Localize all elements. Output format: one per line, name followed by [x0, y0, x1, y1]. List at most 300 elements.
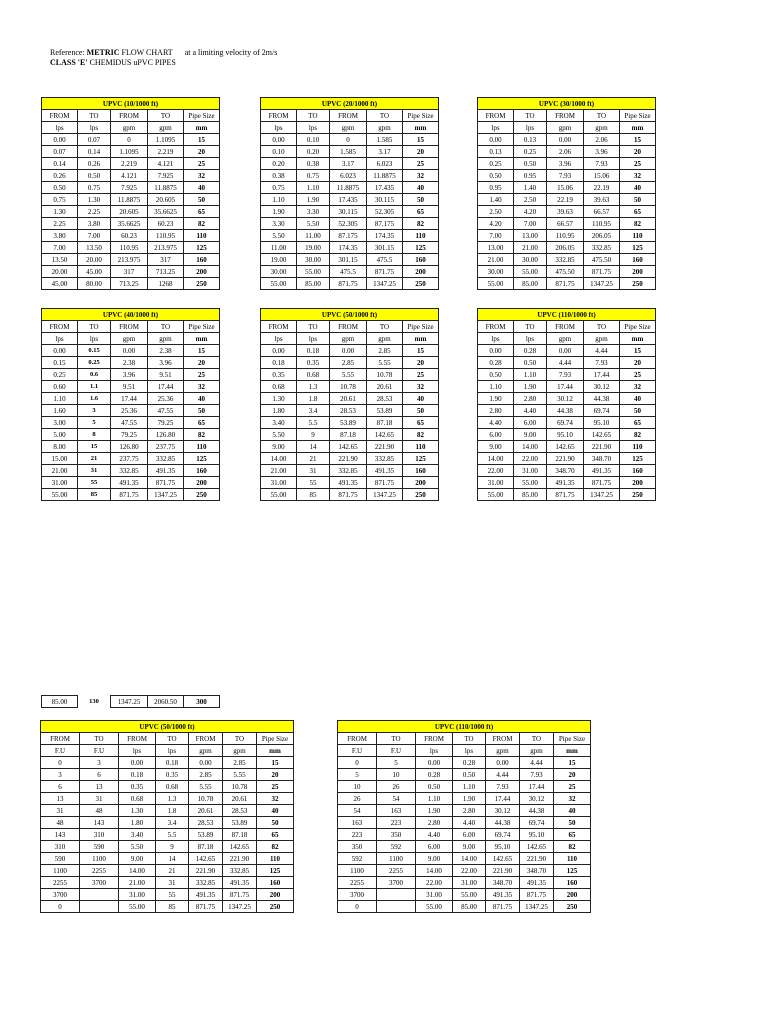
- value-cell: 31.00: [42, 477, 78, 489]
- value-cell: 0.20: [261, 158, 297, 170]
- table-row: [261, 170, 439, 182]
- value-cell: 22.19: [547, 194, 584, 206]
- pipe-size-cell: 82: [620, 429, 656, 441]
- value-cell: 301.15: [367, 242, 403, 254]
- column-header: Pipe Size: [620, 321, 656, 333]
- value-cell: 1.10: [261, 194, 297, 206]
- table-row: [41, 769, 294, 781]
- value-cell: 2.25: [42, 218, 78, 230]
- table-row: [478, 357, 656, 369]
- pipe-size-cell: 15: [184, 134, 220, 146]
- value-cell: 491.35: [111, 477, 148, 489]
- value-cell: 55.00: [416, 901, 453, 913]
- table-row: [261, 357, 439, 369]
- column-header: TO: [367, 110, 403, 122]
- table-row: [338, 829, 591, 841]
- column-header: FROM: [189, 733, 223, 745]
- value-cell: 1.1095: [111, 146, 148, 158]
- column-header: TO: [367, 321, 403, 333]
- pipe-size-cell: 20: [403, 357, 439, 369]
- value-cell: 871.75: [547, 278, 584, 290]
- value-cell: 20.00: [42, 266, 78, 278]
- value-cell: 17.435: [330, 194, 367, 206]
- value-cell: 213.975: [111, 254, 148, 266]
- table-row: [261, 146, 439, 158]
- table-row: [478, 278, 656, 290]
- value-cell: 30.00: [261, 266, 297, 278]
- pipe-size-cell: 250: [403, 278, 439, 290]
- unit-header: mm: [403, 122, 439, 134]
- unit-header: gpm: [148, 122, 184, 134]
- value-cell: 11.8875: [330, 182, 367, 194]
- value-cell: 6.00: [453, 829, 486, 841]
- value-cell: 1.30: [42, 206, 78, 218]
- pipe-size-cell: 32: [184, 381, 220, 393]
- value-cell: 87.18: [189, 841, 223, 853]
- pipe-size-cell: 160: [403, 254, 439, 266]
- unit-header: lps: [453, 745, 486, 757]
- value-cell: 21.00: [478, 254, 514, 266]
- value-cell: 332.85: [223, 865, 257, 877]
- pipe-size-cell: 65: [184, 206, 220, 218]
- column-header: FROM: [478, 321, 514, 333]
- value-cell: 30.00: [478, 266, 514, 278]
- value-cell: 3: [41, 769, 80, 781]
- unit-header: lps: [297, 333, 330, 345]
- table-row: [42, 465, 220, 477]
- value-cell: 1.3: [156, 793, 189, 805]
- pipe-size-cell: 110: [620, 441, 656, 453]
- value-cell: 47.55: [148, 405, 184, 417]
- pipe-size-cell: 250: [620, 489, 656, 501]
- flow-table-1: [41, 97, 220, 290]
- value-cell: 0.35: [297, 357, 330, 369]
- value-cell: 0.18: [156, 757, 189, 769]
- column-header: TO: [148, 110, 184, 122]
- value-cell: 0.75: [42, 194, 78, 206]
- value-cell: 5.5: [156, 829, 189, 841]
- value-cell: [80, 889, 119, 901]
- column-header: Pipe Size: [620, 110, 656, 122]
- value-cell: 2.50: [478, 206, 514, 218]
- table-row: [478, 206, 656, 218]
- table-row: [42, 381, 220, 393]
- value-cell: 19.00: [261, 254, 297, 266]
- value-cell: 7.93: [486, 781, 520, 793]
- value-cell: 0: [338, 757, 377, 769]
- value-cell: 52.305: [330, 218, 367, 230]
- table-row: [261, 405, 439, 417]
- pipe-size-cell: 32: [620, 170, 656, 182]
- value-cell: 871.75: [584, 477, 620, 489]
- value-cell: 95.10: [486, 841, 520, 853]
- value-cell: 6.00: [416, 841, 453, 853]
- value-cell: 0.13: [514, 134, 547, 146]
- unit-header: lps: [514, 333, 547, 345]
- table-row: [42, 278, 220, 290]
- table-row: [41, 793, 294, 805]
- table-row: [338, 781, 591, 793]
- value-cell: 0.18: [297, 345, 330, 357]
- value-cell: 221.90: [486, 865, 520, 877]
- value-cell: 14: [156, 853, 189, 865]
- value-cell: 0.25: [514, 146, 547, 158]
- value-cell: 491.35: [148, 465, 184, 477]
- pipe-size-cell: 65: [403, 206, 439, 218]
- value-cell: 0.00: [547, 345, 584, 357]
- table-row: [261, 266, 439, 278]
- unit-header: mm: [403, 333, 439, 345]
- value-cell: 13: [41, 793, 80, 805]
- pipe-size-cell: 125: [554, 865, 591, 877]
- value-cell: 163: [338, 817, 377, 829]
- flow-table-4: [41, 308, 220, 501]
- value-cell: 871.75: [223, 889, 257, 901]
- value-cell: 55.00: [453, 889, 486, 901]
- pipe-size-cell: 65: [620, 206, 656, 218]
- pipe-size-cell: 25: [403, 369, 439, 381]
- value-cell: 1.10: [453, 781, 486, 793]
- table-row: [478, 218, 656, 230]
- table-row: [41, 877, 294, 889]
- value-cell: 0.00: [42, 345, 78, 357]
- value-cell: 6.023: [330, 170, 367, 182]
- value-cell: 221.90: [189, 865, 223, 877]
- value-cell: 1.30: [119, 805, 156, 817]
- value-cell: 3.80: [78, 218, 111, 230]
- value-cell: 52.305: [367, 206, 403, 218]
- table-row: [42, 369, 220, 381]
- value-cell: 110.95: [148, 230, 184, 242]
- value-cell: 142.65: [330, 441, 367, 453]
- value-cell: 69.74: [520, 817, 554, 829]
- table-row: [42, 357, 220, 369]
- pipe-size-cell: 125: [257, 865, 294, 877]
- value-cell: 0: [41, 757, 80, 769]
- value-cell: 55.00: [478, 489, 514, 501]
- pipe-size-cell: 15: [620, 134, 656, 146]
- value-cell: 0.68: [119, 793, 156, 805]
- extra-pipe-row: [41, 695, 220, 708]
- value-cell: 10: [377, 769, 416, 781]
- value-cell: 163: [377, 805, 416, 817]
- table-row: [41, 829, 294, 841]
- value-cell: 2255: [377, 865, 416, 877]
- value-cell: 1347.25: [223, 901, 257, 913]
- value-cell: 26: [338, 793, 377, 805]
- value-cell: 0.18: [261, 357, 297, 369]
- table-row: [41, 901, 294, 913]
- table-row: [478, 230, 656, 242]
- value-cell: 11.00: [261, 242, 297, 254]
- value-cell: 60.23: [148, 218, 184, 230]
- value-cell: 1347.25: [584, 278, 620, 290]
- table-row: [261, 417, 439, 429]
- value-cell: 348.70: [520, 865, 554, 877]
- value-cell: 17.435: [367, 182, 403, 194]
- value-cell: 0.35: [119, 781, 156, 793]
- value-cell: 55.00: [261, 278, 297, 290]
- value-cell: 491.35: [520, 877, 554, 889]
- pipe-size-cell: 15: [620, 345, 656, 357]
- value-cell: 5.00: [42, 429, 78, 441]
- pipe-size-cell: 200: [620, 477, 656, 489]
- value-cell: 31.00: [261, 477, 297, 489]
- value-cell: 30.00: [297, 254, 330, 266]
- value-cell: 5.5: [297, 417, 330, 429]
- value-cell: 55.00: [297, 266, 330, 278]
- value-cell: 1347.25: [584, 489, 620, 501]
- value-cell: 15: [78, 441, 111, 453]
- value-cell: 31: [80, 793, 119, 805]
- value-cell: 9.51: [111, 381, 148, 393]
- value-cell: 1.90: [297, 194, 330, 206]
- table-row: [41, 757, 294, 769]
- value-cell: 142.65: [486, 853, 520, 865]
- value-cell: 348.70: [486, 877, 520, 889]
- column-header: FROM: [416, 733, 453, 745]
- pipe-size-cell: 65: [620, 417, 656, 429]
- value-cell: 17.44: [486, 793, 520, 805]
- value-cell: 1.585: [367, 134, 403, 146]
- table-row: [478, 393, 656, 405]
- table-row: [42, 182, 220, 194]
- pipe-size-cell: 125: [403, 453, 439, 465]
- column-header: FROM: [119, 733, 156, 745]
- value-cell: 0.50: [78, 170, 111, 182]
- value-cell: 3: [78, 405, 111, 417]
- value-cell: 2.80: [416, 817, 453, 829]
- value-cell: 110.95: [547, 230, 584, 242]
- value-cell: 0.75: [261, 182, 297, 194]
- table-row: [42, 429, 220, 441]
- table-row: [261, 182, 439, 194]
- value-cell: 1.10: [514, 369, 547, 381]
- value-cell: 53.89: [330, 417, 367, 429]
- pipe-size-cell: 50: [620, 194, 656, 206]
- value-cell: 3.96: [584, 146, 620, 158]
- column-header: FROM: [261, 321, 297, 333]
- pipe-size-cell: 65: [403, 417, 439, 429]
- value-cell: 0.13: [478, 146, 514, 158]
- table-row: [478, 158, 656, 170]
- value-cell: 491.35: [486, 889, 520, 901]
- table-row: [338, 889, 591, 901]
- table-row: [478, 170, 656, 182]
- table-row: [41, 805, 294, 817]
- pipe-size-cell: 300: [184, 696, 220, 708]
- value-cell: 871.75: [189, 901, 223, 913]
- value-cell: 5.50: [261, 230, 297, 242]
- flow-table-3: [477, 97, 656, 290]
- value-cell: 0.18: [119, 769, 156, 781]
- flow-table-2: [260, 97, 439, 290]
- value-cell: 1347.25: [367, 489, 403, 501]
- pipe-size-cell: 200: [184, 477, 220, 489]
- value-cell: 30.00: [514, 254, 547, 266]
- value-cell: 85.00: [514, 489, 547, 501]
- value-cell: 142.65: [520, 841, 554, 853]
- value-cell: 221.90: [223, 853, 257, 865]
- pipe-size-cell: 110: [184, 441, 220, 453]
- table-title: UPVC (50/1000 ft): [41, 721, 294, 733]
- pipe-size-cell: 50: [184, 194, 220, 206]
- value-cell: 713.25: [148, 266, 184, 278]
- table-row: [42, 405, 220, 417]
- value-cell: 0.10: [261, 146, 297, 158]
- table-row: [338, 769, 591, 781]
- value-cell: 87.18: [223, 829, 257, 841]
- value-cell: 1268: [148, 278, 184, 290]
- value-cell: 206.05: [584, 230, 620, 242]
- value-cell: 17.44: [584, 369, 620, 381]
- value-cell: 1347.25: [148, 489, 184, 501]
- value-cell: 44.38: [520, 805, 554, 817]
- table-row: [42, 206, 220, 218]
- value-cell: 5.55: [367, 357, 403, 369]
- value-cell: 1100: [41, 865, 80, 877]
- value-cell: 55: [297, 477, 330, 489]
- pipe-size-cell: 15: [257, 757, 294, 769]
- value-cell: 85.00: [453, 901, 486, 913]
- column-header: TO: [584, 321, 620, 333]
- value-cell: 0.00: [111, 345, 148, 357]
- value-cell: 14.00: [478, 453, 514, 465]
- value-cell: 1.585: [330, 146, 367, 158]
- column-header: FROM: [486, 733, 520, 745]
- pipe-size-cell: 20: [184, 357, 220, 369]
- value-cell: 9.00: [261, 441, 297, 453]
- pipe-size-cell: 40: [620, 393, 656, 405]
- column-header: TO: [453, 733, 486, 745]
- column-header: TO: [223, 733, 257, 745]
- value-cell: 0.35: [261, 369, 297, 381]
- value-cell: 1.8: [297, 393, 330, 405]
- value-cell: 332.85: [367, 453, 403, 465]
- value-cell: 350: [338, 841, 377, 853]
- table-row: [261, 429, 439, 441]
- table-row: [41, 853, 294, 865]
- value-cell: 0: [41, 901, 80, 913]
- value-cell: 9: [156, 841, 189, 853]
- pipe-size-cell: 82: [184, 218, 220, 230]
- value-cell: 3.80: [42, 230, 78, 242]
- value-cell: 2255: [41, 877, 80, 889]
- value-cell: 1.8: [156, 805, 189, 817]
- pipe-size-cell: 32: [257, 793, 294, 805]
- value-cell: 0: [338, 901, 377, 913]
- value-cell: 310: [41, 841, 80, 853]
- value-cell: 0.60: [42, 381, 78, 393]
- pipe-size-cell: 110: [257, 853, 294, 865]
- value-cell: 871.75: [330, 278, 367, 290]
- table-row: [478, 182, 656, 194]
- value-cell: 0.00: [416, 757, 453, 769]
- value-cell: 0.10: [297, 134, 330, 146]
- value-cell: 9.00: [416, 853, 453, 865]
- table-row: [41, 841, 294, 853]
- value-cell: 0.00: [261, 345, 297, 357]
- value-cell: 871.75: [111, 489, 148, 501]
- value-cell: 22.19: [584, 182, 620, 194]
- pipe-size-cell: 32: [554, 793, 591, 805]
- value-cell: 7.93: [547, 369, 584, 381]
- value-cell: 1100: [80, 853, 119, 865]
- pipe-size-cell: 160: [184, 254, 220, 266]
- value-cell: 53.89: [189, 829, 223, 841]
- pipe-size-cell: 40: [403, 182, 439, 194]
- value-cell: 1.1: [78, 381, 111, 393]
- table-row: [261, 254, 439, 266]
- value-cell: 871.75: [547, 489, 584, 501]
- value-cell: 7.925: [148, 170, 184, 182]
- column-header: Pipe Size: [257, 733, 294, 745]
- column-header: FROM: [330, 321, 367, 333]
- table-row: [478, 254, 656, 266]
- value-cell: 0.26: [78, 158, 111, 170]
- unit-header: lps: [119, 745, 156, 757]
- value-cell: 592: [338, 853, 377, 865]
- pipe-size-cell: 20: [554, 769, 591, 781]
- value-cell: 2.80: [514, 393, 547, 405]
- pipe-size-cell: 20: [620, 357, 656, 369]
- pipe-size-cell: 65: [257, 829, 294, 841]
- value-cell: 10.78: [223, 781, 257, 793]
- value-cell: 110.95: [584, 218, 620, 230]
- value-cell: 223: [377, 817, 416, 829]
- value-cell: 0.68: [261, 381, 297, 393]
- table-row: [338, 877, 591, 889]
- value-cell: 48: [41, 817, 80, 829]
- table-row: [261, 477, 439, 489]
- value-cell: 3.40: [261, 417, 297, 429]
- value-cell: 20.605: [148, 194, 184, 206]
- value-cell: 4.44: [486, 769, 520, 781]
- value-cell: 30.115: [367, 194, 403, 206]
- pipe-size-cell: 200: [554, 889, 591, 901]
- value-cell: 2.85: [189, 769, 223, 781]
- table-row: [261, 465, 439, 477]
- table-row: [42, 146, 220, 158]
- pipe-size-cell: 125: [403, 242, 439, 254]
- value-cell: 475.50: [547, 266, 584, 278]
- value-cell: 2060.50: [148, 696, 184, 708]
- unit-header: lps: [261, 333, 297, 345]
- value-cell: 2.50: [514, 194, 547, 206]
- table-row: [261, 134, 439, 146]
- table-title: UPVC (30/1000 ft): [478, 98, 656, 110]
- table-row: [478, 345, 656, 357]
- value-cell: 17.44: [111, 393, 148, 405]
- value-cell: 317: [111, 266, 148, 278]
- pipe-size-cell: 65: [184, 417, 220, 429]
- value-cell: 142.65: [223, 841, 257, 853]
- value-cell: 4.44: [584, 345, 620, 357]
- value-cell: 126.80: [111, 441, 148, 453]
- value-cell: 4.40: [416, 829, 453, 841]
- value-cell: 30.12: [520, 793, 554, 805]
- value-cell: 69.74: [486, 829, 520, 841]
- table-row: [478, 242, 656, 254]
- value-cell: 55.00: [514, 477, 547, 489]
- pipe-size-cell: 125: [184, 242, 220, 254]
- flow-table-fu-1: [40, 720, 294, 913]
- value-cell: 21.00: [514, 242, 547, 254]
- table-row: [41, 781, 294, 793]
- value-cell: 2.219: [111, 158, 148, 170]
- value-cell: 9.51: [148, 369, 184, 381]
- table-row: [478, 381, 656, 393]
